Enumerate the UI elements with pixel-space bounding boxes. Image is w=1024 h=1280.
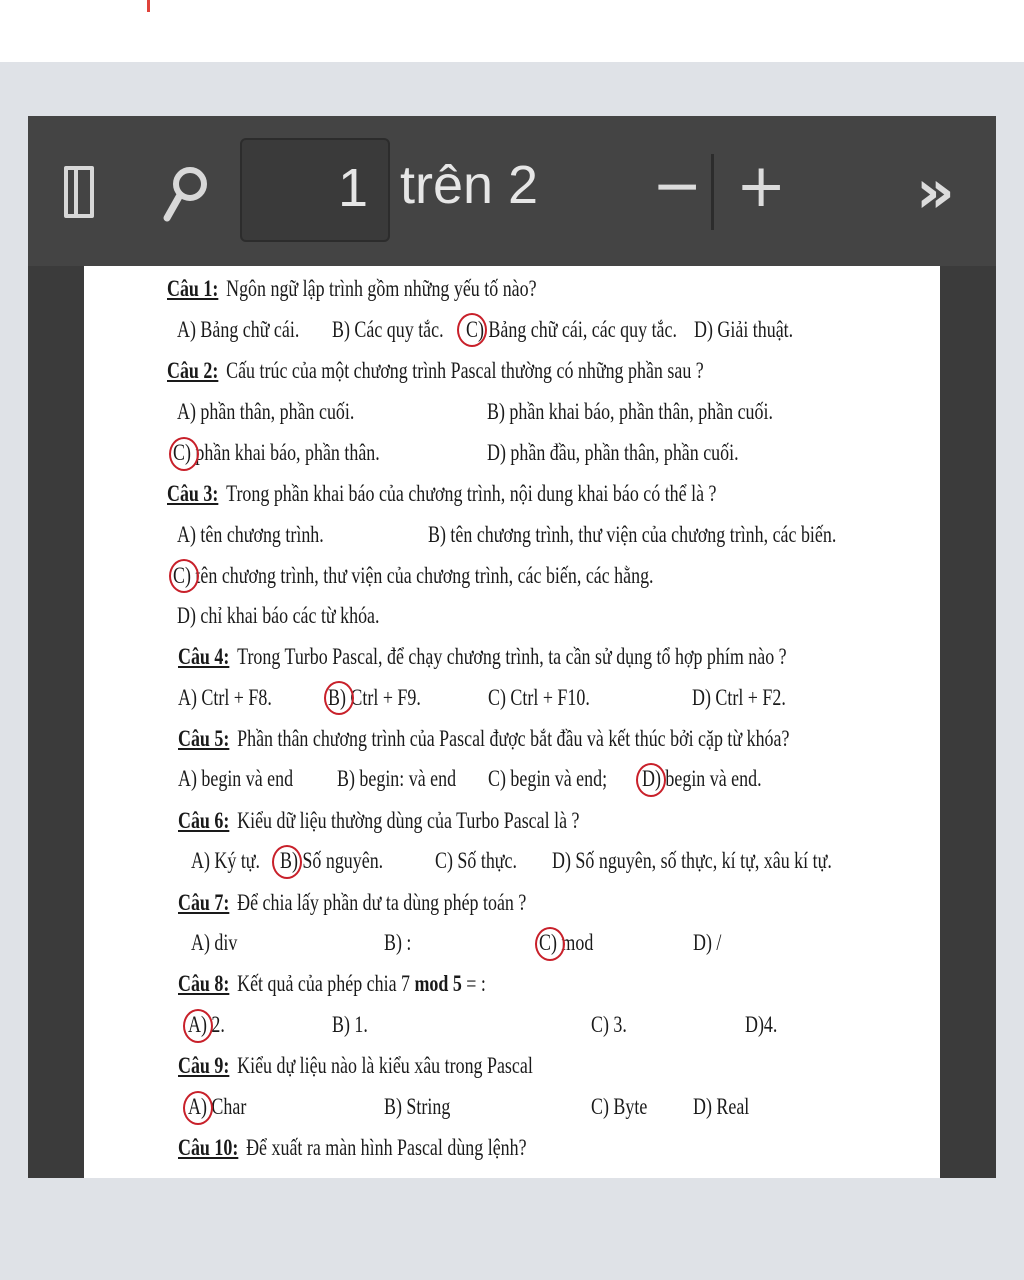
question-7: Câu 7: Để chia lấy phần dư ta dùng phép toán ? xyxy=(178,890,527,915)
q8-option-a: A) 2. xyxy=(188,1012,225,1037)
q7-option-b: B) : xyxy=(384,930,412,955)
q1-option-d: D) Giải thuật. xyxy=(694,317,794,342)
q2-option-a: A) phần thân, phần cuối. xyxy=(177,399,355,424)
q8-option-d: D)4. xyxy=(745,1012,778,1037)
q1-option-c: C) Bảng chữ cái, các quy tắc. xyxy=(466,317,677,342)
sidebar-toggle-icon[interactable] xyxy=(64,166,94,218)
zoom-out-icon[interactable]: − xyxy=(652,151,703,221)
q2-option-c: C) phần khai báo, phần thân. xyxy=(173,440,380,465)
q3-option-b: B) tên chương trình, thư viện của chương trình, các biến. xyxy=(428,522,837,547)
q3-option-a: A) tên chương trình. xyxy=(177,522,324,547)
q1-option-b: B) Các quy tắc. xyxy=(332,317,444,342)
q8-option-c: C) 3. xyxy=(591,1012,627,1037)
q5-option-a: A) begin và end xyxy=(178,766,294,791)
question-1: Câu 1: Ngôn ngữ lập trình gồm những yếu tố nào? xyxy=(167,276,537,301)
answer-mark-circle xyxy=(324,681,354,715)
q7-option-d: D) / xyxy=(693,930,722,955)
q6-option-d: D) Số nguyên, số thực, kí tự, xâu kí tự. xyxy=(552,848,832,873)
question-6: Câu 6: Kiểu dữ liệu thường dùng của Turbo Pascal là ? xyxy=(178,808,580,833)
question-3: Câu 3: Trong phần khai báo của chương trình, nội dung khai báo có thể là ? xyxy=(167,481,717,506)
more-tools-icon[interactable]: » xyxy=(916,157,955,227)
q5-option-b: B) begin: và end xyxy=(337,766,457,791)
q4-option-d: D) Ctrl + F2. xyxy=(692,685,786,710)
q8-option-b: B) 1. xyxy=(332,1012,368,1037)
pdf-viewer xyxy=(28,116,996,1178)
q7-option-a: A) div xyxy=(191,930,238,955)
question-9: Câu 9: Kiểu dự liệu nào là kiểu xâu trong Pascal xyxy=(178,1053,533,1078)
search-icon[interactable] xyxy=(162,164,208,224)
answer-mark-circle xyxy=(169,559,199,593)
q7-option-c: C) mod xyxy=(539,930,594,955)
question-2: Câu 2: Cấu trúc của một chương trình Pascal thường có những phần sau ? xyxy=(167,358,704,383)
q3-option-d: D) chỉ khai báo các từ khóa. xyxy=(177,603,380,628)
page-number-input[interactable] xyxy=(256,156,370,220)
q1-option-a: A) Bảng chữ cái. xyxy=(177,317,300,342)
answer-mark-circle xyxy=(183,1091,213,1125)
answer-mark-circle xyxy=(272,845,302,879)
q9-option-d: D) Real xyxy=(693,1094,750,1119)
answer-mark-circle xyxy=(535,927,565,961)
top-bar xyxy=(0,0,1024,62)
viewer-toolbar xyxy=(28,116,996,266)
q6-option-a: A) Ký tự. xyxy=(191,848,261,873)
q6-option-c: C) Số thực. xyxy=(435,848,517,873)
answer-mark-circle xyxy=(636,763,666,797)
q6-option-b: B) Số nguyên. xyxy=(280,848,384,873)
q4-option-a: A) Ctrl + F8. xyxy=(178,685,272,710)
q3-option-c: C) tên chương trình, thư viện của chương trình, các biến, các hằng. xyxy=(173,563,654,588)
q5-option-c: C) begin và end; xyxy=(488,766,608,791)
q4-option-c: C) Ctrl + F10. xyxy=(488,685,590,710)
question-5: Câu 5: Phần thân chương trình của Pascal được bắt đầu và kết thúc bởi cặp từ khóa? xyxy=(178,726,790,751)
answer-mark-circle xyxy=(183,1009,213,1043)
question-4: Câu 4: Trong Turbo Pascal, để chạy chương trình, ta cần sử dụng tổ hợp phím nào ? xyxy=(178,644,787,669)
q2-option-b: B) phần khai báo, phần thân, phần cuối. xyxy=(487,399,773,424)
question-10: Câu 10: Để xuất ra màn hình Pascal dùng lệnh? xyxy=(178,1135,527,1160)
question-8: Câu 8: Kết quả của phép chia 7 mod 5 = : xyxy=(178,971,486,996)
q9-option-a: A) Char xyxy=(188,1094,247,1119)
zoom-in-icon[interactable]: + xyxy=(736,151,787,221)
page-number-box[interactable] xyxy=(240,138,390,242)
q9-option-b: B) String xyxy=(384,1094,451,1119)
answer-mark-circle xyxy=(457,313,487,347)
answer-mark-circle xyxy=(169,437,199,471)
page-total-label: trên 2 xyxy=(400,155,539,215)
q2-option-d: D) phần đầu, phần thân, phần cuối. xyxy=(487,440,739,465)
q4-option-b: B) Ctrl + F9. xyxy=(328,685,421,710)
zoom-separator xyxy=(711,154,714,230)
q5-option-d: D) begin và end. xyxy=(642,766,762,791)
top-accent-mark xyxy=(147,0,150,12)
q9-option-c: C) Byte xyxy=(591,1094,648,1119)
pdf-page xyxy=(84,266,940,1178)
